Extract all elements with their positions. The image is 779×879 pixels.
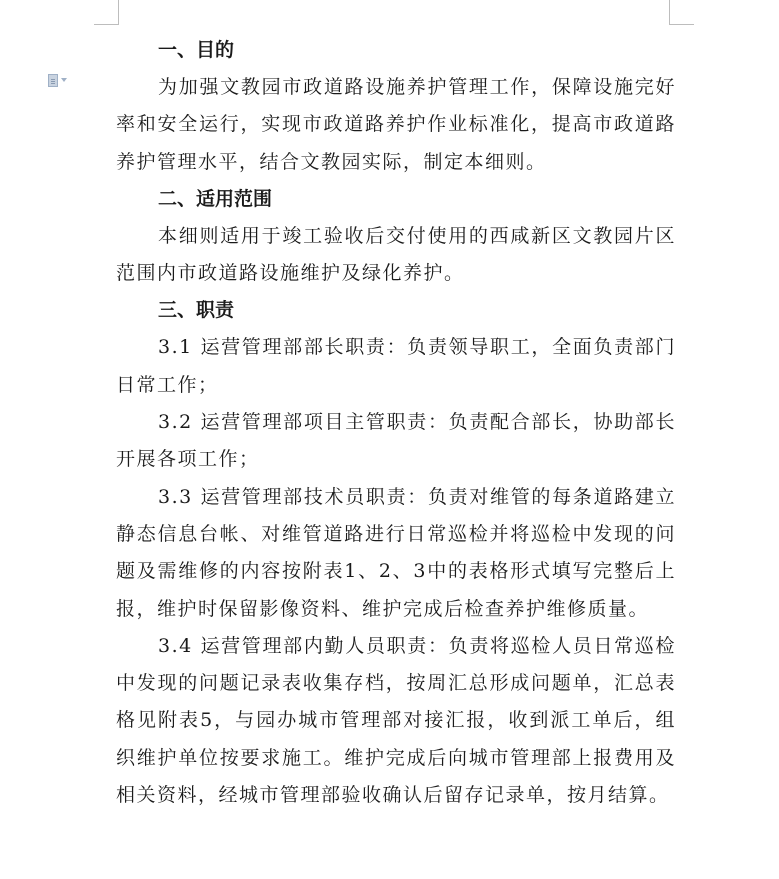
section-heading-responsibilities: 三、职责 [158, 299, 235, 322]
section-heading-purpose: 一、目的 [158, 39, 235, 61]
responsibility-item: 3.2 运营管理部项目主管职责：负责配合部长，协助部长开展各项工作； [116, 411, 676, 471]
page-corner-top-left [94, 0, 119, 25]
caret-down-icon [61, 78, 67, 82]
document-body [116, 32, 676, 814]
section-paragraph: 为加强文教园市政道路设施养护管理工作，保障设施完好率和安全运行，实现市政道路养护作业标准化，提高市政道路养护管理水平，结合文教园实际，制定本细则。 [116, 76, 676, 173]
document-icon[interactable] [48, 72, 74, 88]
responsibility-item: 3.3 运营管理部技术员职责：负责对维管的每条道路建立静态信息台帐、对维管道路进行日常巡检并将巡检中发现的问题及需维修的内容按附表1、2、3中的表格形式填写完整后上报，维护时保留影像资料、维护完成后检查养护维修质量。 [116, 485, 676, 620]
page-corner-top-right [669, 0, 694, 25]
section-heading-scope: 二、适用范围 [158, 187, 273, 210]
section-paragraph: 本细则适用于竣工验收后交付使用的西咸新区文教园片区范围内市政道路设施维护及绿化养护。 [116, 224, 676, 285]
page-icon [48, 74, 58, 87]
responsibility-item: 3.1 运营管理部部长职责：负责领导职工，全面负责部门日常工作； [116, 336, 676, 396]
responsibility-item: 3.4 运营管理部内勤人员职责：负责将巡检人员日常巡检中发现的问题记录表收集存档，按周汇总形成问题单，汇总表格见附表5，与园办城市管理部对接汇报，收到派工单后，组织维护单位按要求施工。维护完成后向城市管理部上报费用及相关资料，经城市管理部验收确认后留存记录单，按月结算。 [116, 634, 676, 807]
